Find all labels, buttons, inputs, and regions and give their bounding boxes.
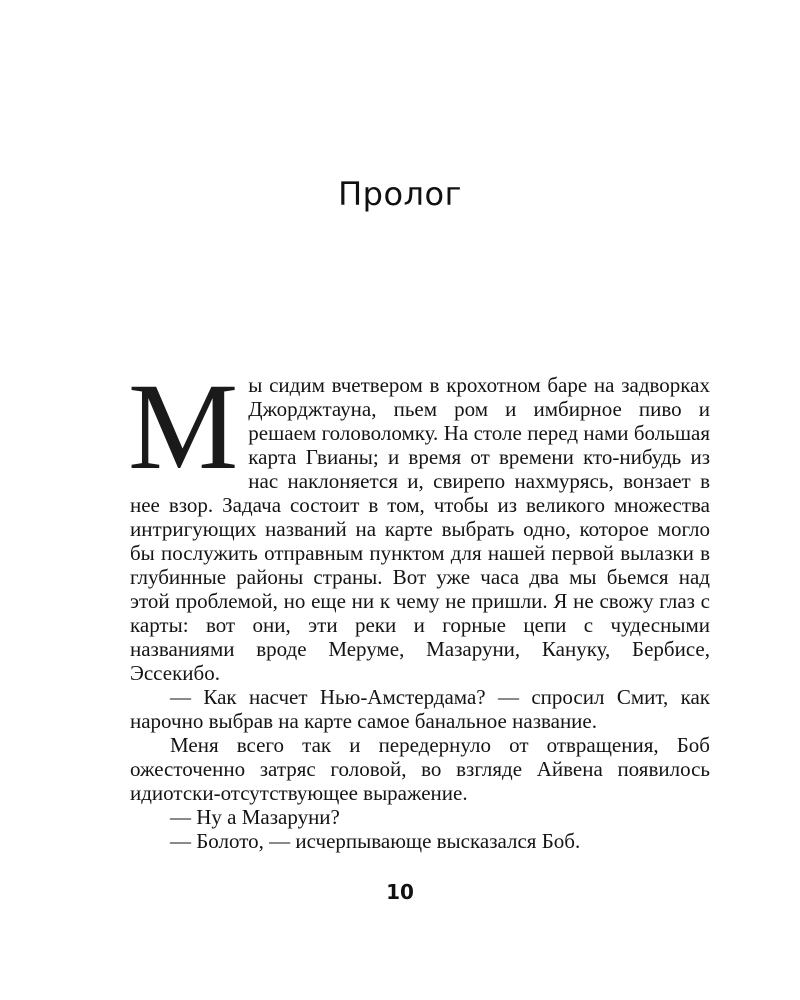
first-paragraph-text: ы сидим вчетвером в крохотном баре на задворках Джорджтауна, пьем ром и имбирное пиво и решаем головоломку. На столе перед нами большая карта Гвианы; и время от времени кто-нибудь из нас наклоняется и, свирепо нахмурясь, вонзает в нее взор. Задача состоит в том, чтобы из великого множества интригующих названий на карте выбрать одно, которое могло бы послужить отправным пунктом для нашей первой вылазки в глубинные районы страны. Вот уже часа два мы бьемся над этой проблемой, но еще ни к чему не пришли. Я не свожу глаз с карты: вот они, эти реки и горные цепи с чудесными названиями вроде Меруме, Мазаруни, Кануку, Бербисе, Эссекибо. (130, 373, 710, 685)
page-number: 10 (386, 880, 414, 904)
body-text (128, 358, 710, 853)
drop-cap: М (128, 358, 239, 495)
paragraph: — Болото, — исчерпывающе высказался Боб. (170, 829, 581, 853)
first-paragraph (128, 358, 710, 685)
paragraph: Меня всего так и передернуло от отвращения, Боб ожесточенно затряс головой, во взгляде Айвена появилось идиотски-отсутствующее выражение. (130, 733, 710, 805)
paragraph: — Ну а Мазаруни? (170, 805, 340, 829)
paragraph: — Как насчет Нью-Амстердама? — спросил Смит, как нарочно выбрав на карте самое банальное название. (130, 685, 710, 733)
chapter-title: Пролог (338, 175, 462, 213)
